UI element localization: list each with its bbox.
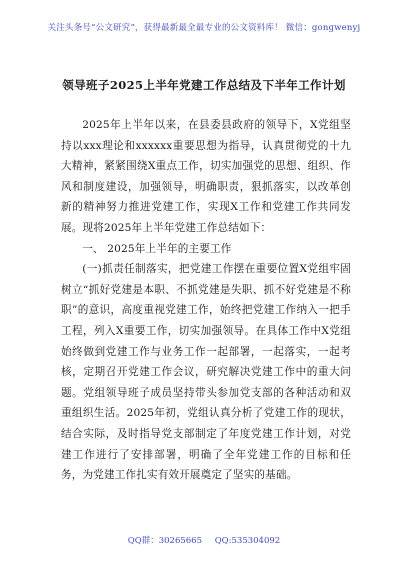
footer-qq-group: QQ群：30265665 [127, 536, 202, 546]
section-paragraph: (一)抓责任制落实，把党建工作摆在重要位置X党组牢固树立“抓好党建是本职、不抓党建是失职、抓不好党建是不称职”的意识，高度重视党建工作，始终把党建工作纳入一把手工程，列入X重要工作，切实加强领导。在具体工作中X党组始终做到党建工作与业务工作一起部署，一起落实，一起考核，定期召开党建工作会议，研究解决党建工作中的重大问题。党组领导班子成员坚持带头参加党支部的各种活动和双重组织生活。2025年初，党组认真分析了党建工作的现状，结合实际，及时指导党支部制定了年度党建工作计划，对党建工作进行了安排部署，明确了全年党建工作的目标和任务，为党建工作扎实有效开展奠定了坚实的基础。 [61, 263, 351, 482]
top-banner: 关注头条号“公文研究”，获得最新最全最专业的公文资料库！ 微信：gongwenyj [47, 23, 361, 33]
section-heading: 一、 2025年上半年的主要工作 [82, 242, 232, 255]
intro-paragraph: 2025年上半年以来，在县委县政府的领导下，X党组坚持以xxx理论和xxxxxx重要思想为指导，认真贯彻党的十九大精神，紧紧围绕X重点工作，切实加强党的思想、组织、作风和制度建设，加强领导，明确职责，狠抓落实，以改革创新的精神努力推进党建工作，实现X工作和党建工作共同发展。现将2025年上半年党建工作总结如下： [61, 119, 351, 234]
footer-contact [0, 534, 408, 546]
footer-qq: QQ:535304092 [214, 536, 281, 546]
document-body [61, 115, 351, 486]
document-title: 领导班子2025上半年党建工作总结及下半年工作计划 [62, 78, 346, 92]
